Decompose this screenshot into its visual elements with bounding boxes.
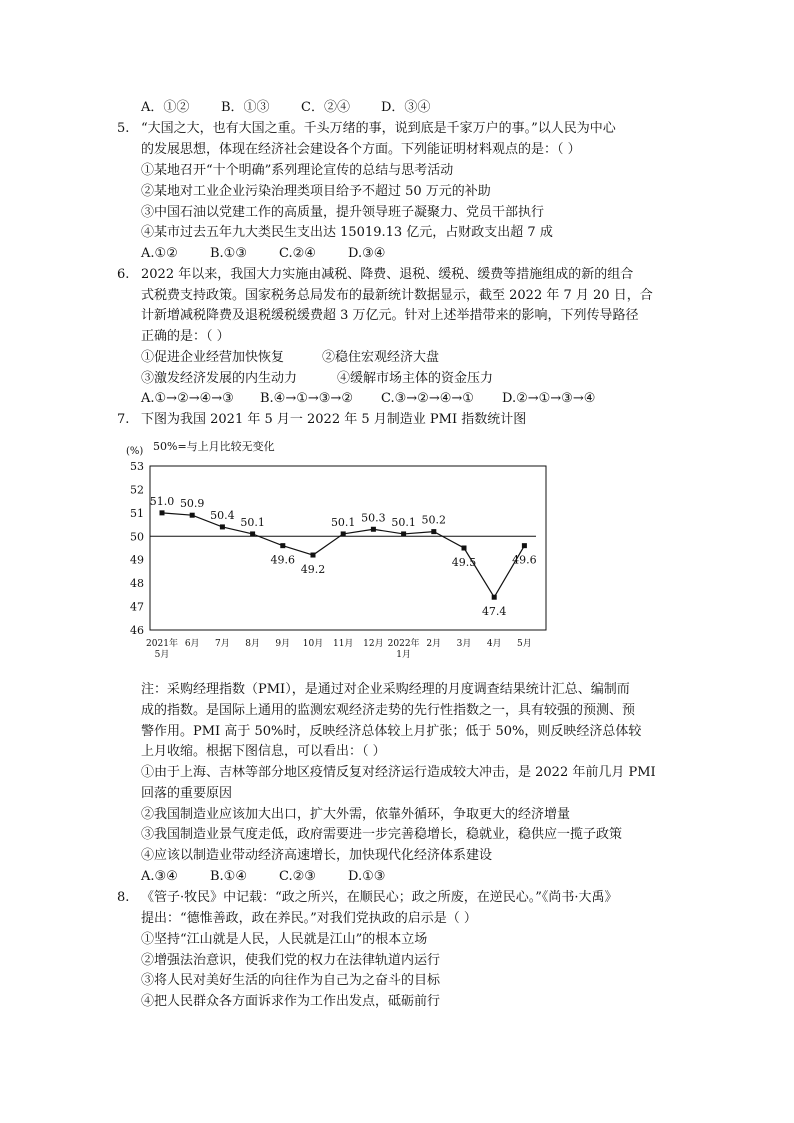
data-label: 49.6 bbox=[512, 553, 537, 567]
q7-note-line3: 警作用。PMI 高于 50%时，反映经济总体较上月扩张；低于 50%，则反映经济总体较 bbox=[141, 724, 642, 739]
q5-option-d: D.③④ bbox=[348, 246, 386, 261]
data-point bbox=[311, 553, 316, 558]
data-point bbox=[250, 531, 255, 536]
chart-annotation: 50%=与上月比较无变化 bbox=[153, 440, 275, 453]
q6-option-c: C.③→②→④→① bbox=[381, 391, 474, 406]
y-tick-label: 51 bbox=[130, 506, 144, 520]
q7-item-2: ②我国制造业应该加大出口，扩大外需，依靠外循环，争取更大的经济增量 bbox=[141, 807, 571, 822]
q6-item-3: ③激发经济发展的内生动力 bbox=[141, 371, 298, 386]
x-tick-label: 8月 bbox=[245, 639, 260, 649]
data-label: 50.2 bbox=[421, 513, 447, 527]
q8-number: 8. bbox=[117, 890, 130, 905]
x-tick-label: 10月 bbox=[302, 639, 324, 649]
q7-item-1a: ①由于上海、吉林等部分地区疫情反复对经济运行造成较大冲击，是 2022 年前几月 PMI bbox=[141, 765, 656, 780]
y-tick-label: 49 bbox=[130, 553, 144, 567]
data-point bbox=[220, 524, 225, 529]
q8-item-4: ④把人民群众各方面诉求作为工作出发点，砥砺前行 bbox=[141, 994, 441, 1009]
q7-note-line2: 成的指数。是国际上通用的监测宏观经济走势的先行性指数之一，具有较强的预测、预 bbox=[141, 703, 636, 718]
x-tick-label: 11月 bbox=[332, 639, 354, 649]
y-tick-label: 48 bbox=[130, 577, 144, 591]
pmi-line-chart bbox=[118, 436, 558, 666]
data-label: 50.1 bbox=[330, 515, 356, 529]
data-point bbox=[431, 529, 436, 534]
x-tick-label: 9月 bbox=[275, 639, 291, 649]
q8-item-1: ①坚持“江山就是人民，人民就是江山”的根本立场 bbox=[141, 932, 428, 947]
q5-stem-line1: “大国之大，也有大国之重。千头万绪的事，说到底是千家万户的事。”以人民为中心 bbox=[141, 121, 616, 136]
q6-item-2: ②稳住宏观经济大盘 bbox=[322, 350, 440, 365]
q5-item-4: ④某市过去五年九大类民生支出达 15019.13 亿元，占财政支出超 7 成 bbox=[141, 225, 553, 240]
q6-item-1: ①促进企业经营加快恢复 bbox=[141, 350, 285, 365]
q5-item-2: ②某地对工业企业污染治理类项目给予不超过 50 万元的补助 bbox=[141, 184, 491, 199]
y-tick-label: 53 bbox=[130, 460, 144, 473]
q8-stem-line2: 提出：“德惟善政，政在养民。”对我们党执政的启示是（ ） bbox=[141, 911, 477, 926]
q7-option-d: D.①③ bbox=[348, 869, 386, 884]
q7-option-b: B.①④ bbox=[210, 869, 247, 884]
x-tick-label: 5月 bbox=[517, 639, 532, 649]
x-tick-label: 12月 bbox=[363, 639, 384, 649]
q6-stem-line4: 正确的是：（ ） bbox=[141, 329, 230, 344]
y-tick-label: 50 bbox=[130, 530, 144, 544]
q8-item-3: ③将人民对美好生活的向往作为自己为之奋斗的目标 bbox=[141, 973, 441, 988]
q5-item-1: ①某地召开“十个明确”系列理论宣传的总结与思考活动 bbox=[141, 163, 454, 178]
q7-item-3: ③我国制造业景气度走低，政府需要进一步完善稳增长，稳就业，稳供应一揽子政策 bbox=[141, 827, 623, 842]
x-tick-label: 1月 bbox=[396, 650, 411, 660]
q6-item-4: ④缓解市场主体的资金压力 bbox=[337, 371, 494, 386]
data-point bbox=[462, 546, 467, 551]
q7-option-c: C.②③ bbox=[279, 869, 316, 884]
q7-number: 7. bbox=[117, 412, 130, 427]
x-tick-label: 2月 bbox=[426, 639, 442, 649]
q6-option-a: A.①→②→④→③ bbox=[141, 391, 234, 406]
q6-stem-line1: 2022 年以来，我国大力实施由减税、降费、退税、缓税、缓费等措施组成的新的组合 bbox=[141, 267, 634, 282]
data-point bbox=[522, 543, 527, 548]
q7-note-line4: 上月收缩。根据下图信息，可以看出：（ ） bbox=[141, 744, 386, 759]
data-point bbox=[190, 513, 195, 518]
q7-stem: 下图为我国 2021 年 5 月一 2022 年 5 月制造业 PMI 指数统计图 bbox=[141, 412, 527, 427]
q6-option-d: D.②→①→③→④ bbox=[502, 391, 596, 406]
data-label: 50.1 bbox=[240, 515, 265, 529]
x-tick-label: 7月 bbox=[215, 639, 230, 649]
data-label: 49.6 bbox=[270, 553, 296, 567]
q5-option-a: A.①② bbox=[141, 246, 178, 261]
y-tick-label: 46 bbox=[130, 624, 144, 637]
q4-option-a: A．①② bbox=[141, 100, 190, 115]
q6-stem-line2: 式税费支持政策。国家税务总局发布的最新统计数据显示，截至 2022 年 7 月 20 日，合 bbox=[141, 288, 653, 303]
x-tick-label: 3月 bbox=[456, 639, 472, 649]
data-point bbox=[371, 527, 376, 532]
data-label: 50.4 bbox=[210, 508, 235, 522]
q7-item-4: ④应该以制造业带动经济高速增长，加快现代化经济体系建设 bbox=[141, 848, 493, 863]
y-tick-label: 52 bbox=[130, 483, 144, 497]
data-label: 47.4 bbox=[481, 605, 507, 619]
q4-option-b: B．①③ bbox=[221, 100, 270, 115]
x-tick-label: 6月 bbox=[184, 639, 200, 649]
data-label: 50.3 bbox=[361, 511, 386, 525]
q5-stem-line2: 的发展思想，体现在经济社会建设各个方面。下列能证明材料观点的是：（ ） bbox=[141, 142, 581, 157]
q7-note-line1: 注：采购经理指数（PMI），是通过对企业采购经理的月度调查结果统计汇总、编制而 bbox=[141, 682, 630, 697]
data-point bbox=[341, 531, 346, 536]
q8-stem-line1: 《管子·牧民》中记载：“政之所兴，在顺民心；政之所废，在逆民心。”《尚书·大禹》 bbox=[141, 890, 618, 905]
q4-option-c: C．②④ bbox=[301, 100, 350, 115]
x-tick-label: 4月 bbox=[486, 639, 502, 649]
data-point bbox=[492, 595, 497, 600]
data-point bbox=[160, 510, 165, 515]
data-point bbox=[280, 543, 285, 548]
q5-option-b: B.①③ bbox=[210, 246, 247, 261]
q5-item-3: ③中国石油以党建工作的高质量，提升领导班子凝聚力、党员干部执行 bbox=[141, 205, 545, 220]
q8-item-2: ②增强法治意识，使我们党的权力在法律轨道内运行 bbox=[141, 953, 441, 968]
y-tick-label: 47 bbox=[130, 600, 144, 614]
q6-option-b: B.④→①→③→② bbox=[260, 391, 353, 406]
q7-option-a: A.③④ bbox=[141, 869, 178, 884]
x-tick-label: 2022年 bbox=[387, 639, 420, 649]
q7-item-1b: 回落的重要原因 bbox=[141, 786, 233, 801]
q6-number: 6. bbox=[117, 267, 130, 282]
data-label: 49.2 bbox=[300, 563, 326, 577]
q6-stem-line3: 计新增减税降费及退税缓税缓费超 3 万亿元。针对上述举措带来的影响，下列传导路径 bbox=[141, 308, 639, 323]
data-label: 50.9 bbox=[179, 497, 205, 511]
q5-option-c: C.②④ bbox=[279, 246, 316, 261]
data-label: 50.1 bbox=[391, 515, 416, 529]
q5-number: 5. bbox=[117, 121, 130, 136]
data-point bbox=[401, 531, 406, 536]
x-tick-label: 5月 bbox=[154, 650, 170, 660]
q4-option-d: D．③④ bbox=[381, 100, 431, 115]
data-label: 51.0 bbox=[149, 494, 175, 508]
data-label: 49.5 bbox=[451, 556, 477, 569]
chart-unit-label: (%) bbox=[126, 446, 144, 457]
x-tick-label: 2021年 bbox=[146, 639, 178, 649]
